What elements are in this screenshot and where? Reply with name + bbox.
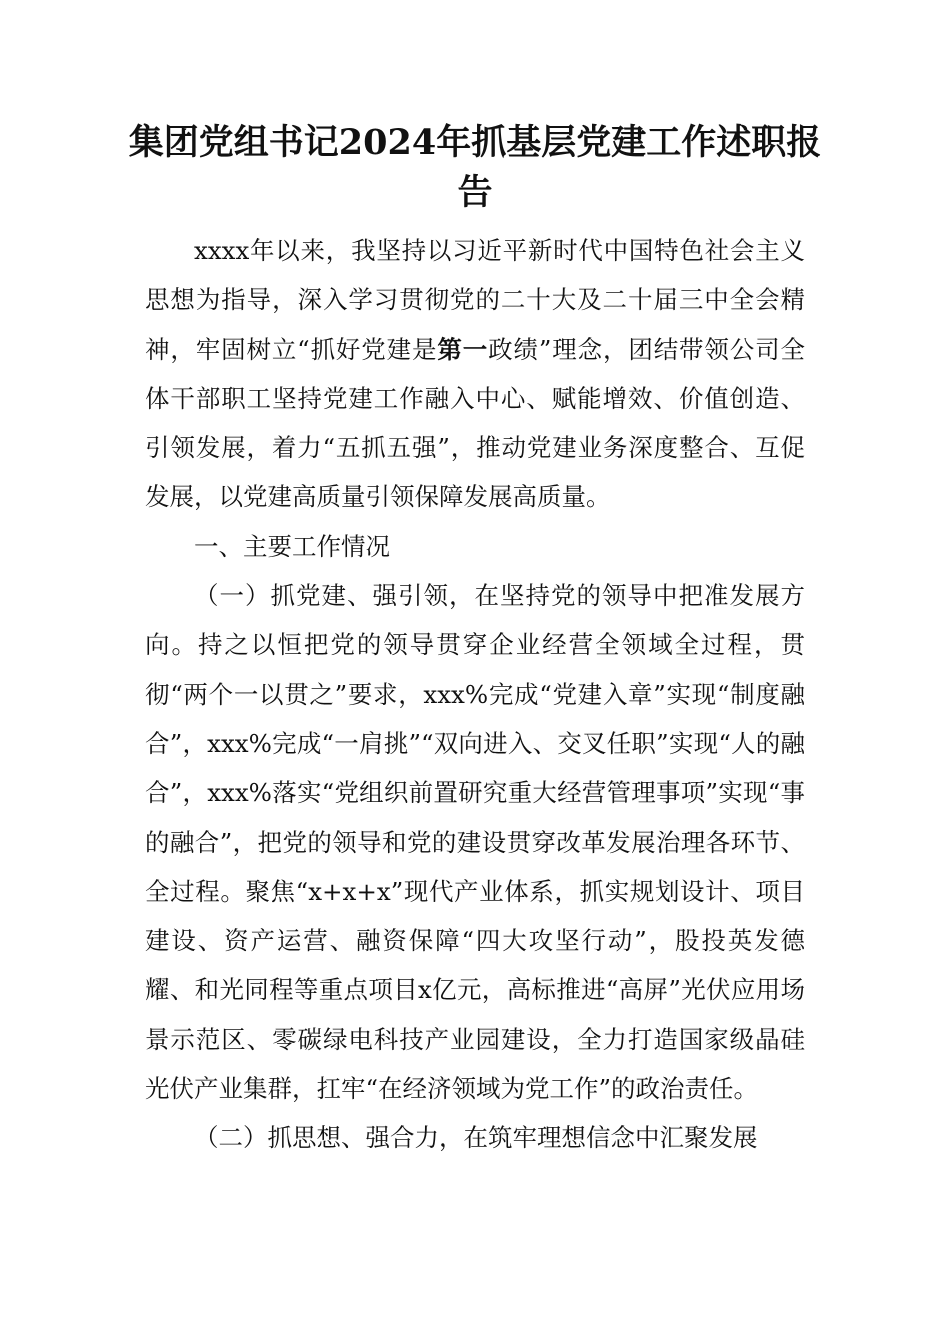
paragraph-section-1: （一）抓党建、强引领，在坚持党的领导中把准发展方向。持之以恒把党的领导贯穿企业经营全领域全过程，贯彻“两个一以贯之”要求，xxx%完成“党建入章”实现“制度融合”，xxx%完成“一肩挑”“双向进入、交叉任职”实现“人的融合”，xxx%落实“党组织前置研究重大经营管理事项”实现“事的融合”，把党的领导和党的建设贯穿改革发展治理各环节、全过程。聚焦“x+x+x”现代产业体系，抓实规划设计、项目建设、资产运营、融资保障“四大攻坚行动”，股投英发德耀、和光同程等重点项目x亿元，高标推进“高屏”光伏应用场景示范区、零碳绿电科技产业园建设，全力打造国家级晶硅光伏产业集群，扛牢“在经济领域为党工作”的政治责任。 [145, 581, 805, 1104]
document-body [145, 226, 805, 1163]
document-title: 集团党组书记2024年抓基层党建工作述职报告 [128, 122, 822, 213]
paragraph-section-2: （二）抓思想、强合力，在筑牢理想信念中汇聚发展 [194, 1123, 758, 1153]
section-heading: 一、主要工作情况 [194, 531, 390, 561]
paragraph-intro-text-1: xxxx年以来，我坚持以习近平新时代中国特色社会主义思想为指导，深入学习贯彻党的二十大及二十届三中全会精神，牢固树立“抓好党建是 [145, 236, 805, 364]
paragraph-intro-text-2: 政绩”理念，团结带领公司全体干部职工坚持党建工作融入中心、赋能增效、价值创造、引领发展，着力“五抓五强”，推动党建业务深度整合、互促发展，以党建高质量引领保障发展高质量。 [145, 334, 806, 512]
paragraph-intro-bold: 第一 [437, 334, 489, 364]
paragraph-intro [145, 226, 805, 522]
